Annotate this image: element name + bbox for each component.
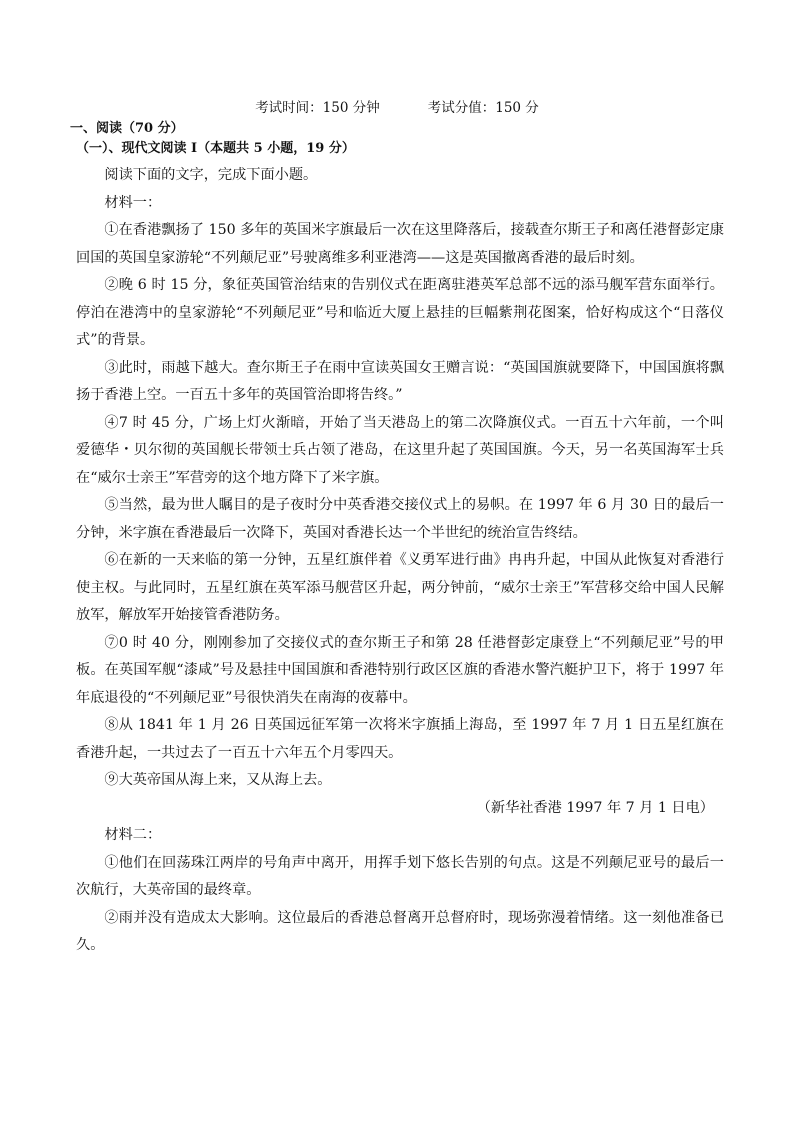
material1-paragraph: ⑥在新的一天来临的第一分钟，五星红旗伴着《义勇军进行曲》冉冉升起，中国从此恢复对香港行使主权。与此同时，五星红旗在英军添马舰营区升起，两分钟前，“威尔士亲王”军营移交给中国人民解放军，解放军开始接管香港防务。 bbox=[76, 552, 724, 623]
section-title: 一、阅读（70 分） bbox=[70, 121, 184, 136]
material1-paragraph: ④7 时 45 分，广场上灯火渐暗，开始了当天港岛上的第二次降旗仪式。一百五十六年前，一个叫爱德华・贝尔彻的英国舰长带领士兵占领了港岛，在这里升起了英国国旗。今天，另一名英国海军士兵在“威尔士亲王”军营旁的这个地方降下了米字旗。 bbox=[76, 414, 724, 486]
material1-paragraph: ①在香港飘扬了 150 多年的英国米字旗最后一次在这里降落后，接载查尔斯王子和离任港督彭定康回国的英国皇家游轮“不列颠尼亚”号驶离维多利亚港湾——这是英国撤离香港的最后时刻。 bbox=[76, 222, 724, 266]
exam-time: 考试时间：150 分钟 bbox=[255, 100, 380, 116]
reading-passage bbox=[76, 162, 724, 960]
material1-paragraph: ⑨大英帝国从海上来，又从海上去。 bbox=[104, 772, 332, 788]
instruction: 阅读下面的文字，完成下面小题。 bbox=[104, 167, 318, 183]
material1-paragraph: ②晚 6 时 15 分，象征英国管治结束的告别仪式在距离驻港英军总部不远的添马舰军营东面举行。停泊在港湾中的皇家游轮“不列颠尼亚”号和临近大厦上悬挂的巨幅紫荆花图案，恰好构成这个“日落仪式”的背景。 bbox=[76, 277, 724, 348]
exam-info-header bbox=[0, 98, 794, 118]
section-subtitle: （一）、现代文阅读 I（本题共 5 小题，19 分） bbox=[76, 141, 355, 156]
material1-paragraph: ⑧从 1841 年 1 月 26 日英国远征军第一次将米字旗插上海岛，至 1997 年 7 月 1 日五星红旗在香港升起，一共过去了一百五十六年五个月零四天。 bbox=[76, 717, 724, 761]
material1-paragraph: ⑦0 时 40 分，刚刚参加了交接仪式的查尔斯王子和第 28 任港督彭定康登上“不列颠尼亚”号的甲板。在英国军舰“漆咸”号及悬挂中国国旗和香港特别行政区区旗的香港水警汽艇护卫下，将于 1997 年年底退役的“不列颠尼亚”号很快消失在南海的夜幕中。 bbox=[76, 634, 724, 706]
material1-paragraph: ③此时，雨越下越大。查尔斯王子在雨中宣读英国女王赠言说：“英国国旗就要降下，中国国旗将飘扬于香港上空。一百五十多年的英国管治即将告终。” bbox=[76, 359, 724, 403]
material1-paragraph: ⑤当然，最为世人瞩目的是子夜时分中英香港交接仪式上的易帜。在 1997 年 6 月 30 日的最后一分钟，米字旗在香港最后一次降下，英国对香港长达一个半世纪的统治宣告终结。 bbox=[76, 497, 724, 541]
material1-source: （新华社香港 1997 年 7 月 1 日电） bbox=[476, 799, 714, 816]
material2-label: 材料二： bbox=[104, 827, 162, 843]
material1-label: 材料一： bbox=[104, 194, 162, 211]
exam-score: 考试分值：150 分 bbox=[427, 100, 539, 116]
material2-paragraph: ②雨并没有造成太大影响。这位最后的香港总督离开总督府时，现场弥漫着情绪。这一刻他准备已久。 bbox=[76, 909, 724, 953]
material2-paragraph: ①他们在回荡珠江两岸的号角声中离开，用挥手划下悠长告别的句点。这是不列颠尼亚号的最后一次航行，大英帝国的最终章。 bbox=[76, 854, 724, 898]
